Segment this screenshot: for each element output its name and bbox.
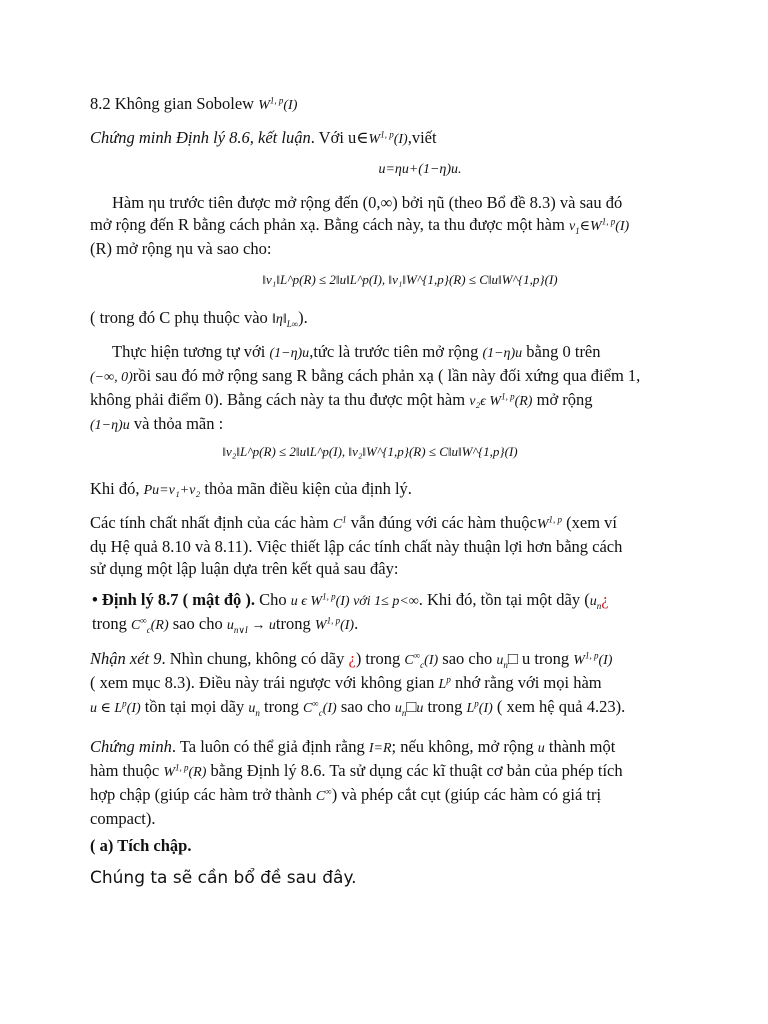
theorem-label: Định lý 8.7 ( mật độ ). [101, 590, 255, 609]
main-equation: u=ηu+(1−η)u. [378, 162, 462, 177]
heading-text: 8.2 Không gian Sobolew [90, 94, 255, 113]
paragraph-pu: Khi đó, Pu=v₁+v₂ thỏa mãn điều kiện của định lý. [90, 479, 412, 498]
heading-space: W$^{1, p}$(I) [258, 95, 298, 113]
paragraph-extension-one-minus-eta: Thực hiện tương tự với (1−η)u,tức là trước tiên mở rộng (1−η)u bằng 0 trên (−∞, 0)rồi sau đó mở rộng sang R bằng cách phản xạ ( lần này đối xứng qua điểm 1, không phải điểm 0). Bằng cách này ta thu được một hàm v₂ϵ W$^{1, p}$(R) mở rộng (1−η)u và thỏa mãn : [90, 342, 641, 433]
closing-line: Chúng ta sẽ cần bổ đề sau đây. [90, 868, 357, 888]
remark-9: Nhận xét 9. Nhìn chung, không có dãy ¿) trong $C^\infty_c(I)$ sao cho $u_n□$ u trong W$^{1, p}$(I) ( xem mục 8.3). Điều này trái ngược với không gian $L^p$ nhớ rằng với mọi hàm u ∈ $L^p(I)$ tồn tại mọi dãy $u_n$ trong $C^\infty_c(I)$ sao cho $u_n□u$ trong $L^p(I)$ ( xem hệ quả 4.23). [90, 649, 626, 718]
proof-intro: Chứng minh Định lý 8.6, kết luận. Với $u\in W^{1, p}(I),viết$ [90, 128, 437, 147]
section-convolution: ( a) Tích chập. [90, 836, 192, 855]
paragraph-constant-c: ( trong đó C phụ thuộc vào $‖\eta‖_{L\infty}$). [90, 308, 308, 329]
remark-label: Nhận xét 9 [90, 649, 162, 668]
inequality-v1: ‖v₁‖L^p(R) ≤ 2‖u‖L^p(I), ‖v₁‖W^{1,p}(R) ≤ C‖u‖W^{1,p}(I) [262, 272, 558, 287]
paragraph-extension-eta-u: Hàm ηu trước tiên được mở rộng đến (0,∞) bởi ηũ (theo Bổ đề 8.3) và sau đó mở rộng đến R bằng cách phản xạ. Bằng cách này, ta thu được một hàm $v_1\in W^{1, p}(I)$ (R) mở rộng ηu và sao cho: [90, 193, 630, 258]
inequality-v2: ‖v₂‖L^p(R) ≤ 2‖u‖L^p(I), ‖v₂‖W^{1,p}(R) ≤ C‖u‖W^{1,p}(I) [222, 444, 518, 459]
section-heading [90, 93, 690, 117]
proof-intro-label: Chứng minh Định lý 8.6, kết luận [90, 128, 311, 147]
proof-label: Chứng minh [90, 737, 172, 756]
proof-paragraph: Chứng minh. Ta luôn có thể giả định rằng I=R; nếu không, mở rộng u thành một hàm thuộc W$^{1, p}$(R) bằng Định lý 8.6. Ta sử dụng các kĩ thuật cơ bản của phép tích hợp chập (giúp các hàm trở thành C∞) và phép cắt cụt (giúp các hàm có giá trị compact). [90, 737, 623, 828]
theorem-8-7: • Định lý 8.7 ( mật độ ). Cho u ϵ W$^{1, p}$(I) với 1≤ p<∞. Khi đó, tồn tại một dãy ($u_n¿$ trong $C^\infty_c(R)$ sao cho $u_{n\vee I}$ → utrong W$^{1, p}$(I). [92, 590, 609, 635]
paragraph-c1-properties: Các tính chất nhất định của các hàm $C^1$ vẫn đúng với các hàm thuộcW$^{1, p}$ (xem ví dụ Hệ quả 8.10 và 8.11). Việc thiết lập các tính chất này thuận lợi hơn bằng cách sử dụng một lập luận dựa trên kết quả sau đây: [90, 513, 623, 578]
